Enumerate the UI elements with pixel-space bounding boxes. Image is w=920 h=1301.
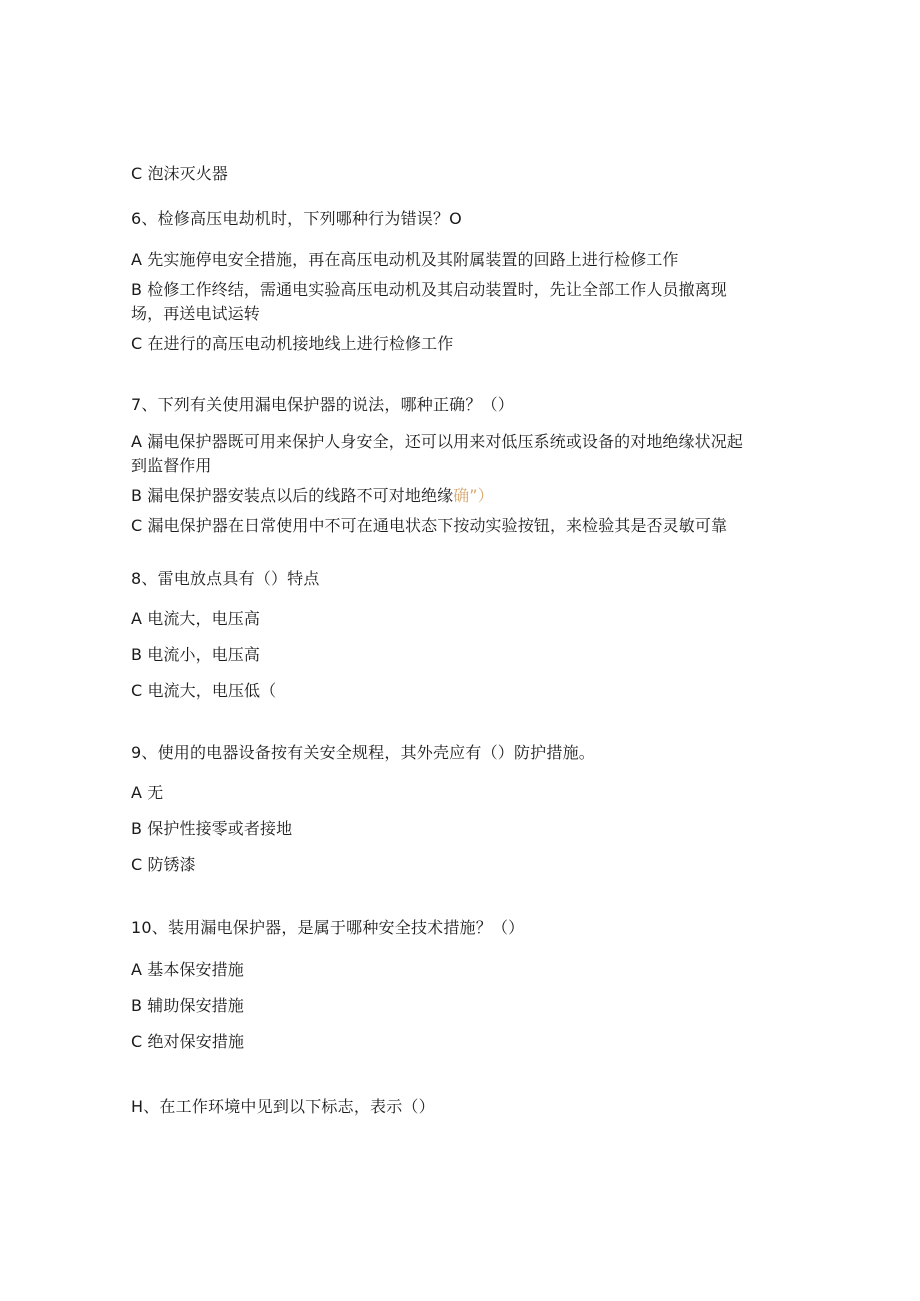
q6-question: 6、检修高压电劫机时，下列哪种行为错误？O — [131, 209, 462, 228]
q7-option-c: C 漏电保护器在日常使用中不可在通电状态下按动实验按钮，来检验其是否灵敏可靠 — [131, 516, 728, 535]
q8-option-c: C 电流大，电压低（ — [131, 681, 277, 700]
q9-option-a: A 无 — [131, 783, 164, 802]
q10-option-a: A 基本保安措施 — [131, 960, 244, 979]
q7-option-a-line2: 到监督作用 — [131, 456, 212, 475]
q9-option-b: B 保护性接零或者接地 — [131, 819, 293, 838]
q8-question: 8、雷电放点具有（）特点 — [131, 569, 320, 588]
q7-option-b — [131, 484, 494, 508]
q9-question: 9、使用的电器设备按有关安全规程，其外壳应有（）防护措施。 — [131, 743, 595, 762]
q10-option-b: B 辅助保安措施 — [131, 996, 244, 1015]
q10-question: 10、装用漏电保护器，是属于哪种安全技术措施？（） — [131, 918, 525, 937]
q7-option-b-text: B 漏电保护器安装点以后的线路不可对地绝缘 — [131, 486, 454, 505]
q11-question: H、在工作环境中见到以下标志，表示（） — [131, 1097, 435, 1116]
q6-option-b-line1: B 检修工作终结，需通电实验高压电动机及其启动装置时，先让全部工作人员撤离现 — [131, 280, 727, 299]
q6-option-a: A 先实施停电安全措施，再在高压电动机及其附属装置的回路上进行检修工作 — [131, 250, 679, 269]
q7-option-b-faint-text: 确”） — [453, 486, 494, 505]
q6-option-c: C 在进行的高压电动机接地线上进行检修工作 — [131, 334, 454, 353]
q8-option-b: B 电流小，电压高 — [131, 645, 260, 664]
q7-option-a-line1: A 漏电保护器既可用来保护人身安全，还可以用来对低压系统或设备的对地绝缘状况起 — [131, 432, 743, 451]
q10-option-c: C 绝对保安措施 — [131, 1032, 245, 1051]
q5-option-c: C 泡沫灭火器 — [131, 164, 228, 183]
q8-option-a: A 电流大，电压高 — [131, 609, 260, 628]
q6-option-b-line2: 场，再送电试运转 — [131, 304, 260, 323]
q9-option-c: C 防锈漆 — [131, 855, 196, 874]
q7-question: 7、下列有关使用漏电保护器的说法，哪种正确？（） — [131, 395, 514, 414]
